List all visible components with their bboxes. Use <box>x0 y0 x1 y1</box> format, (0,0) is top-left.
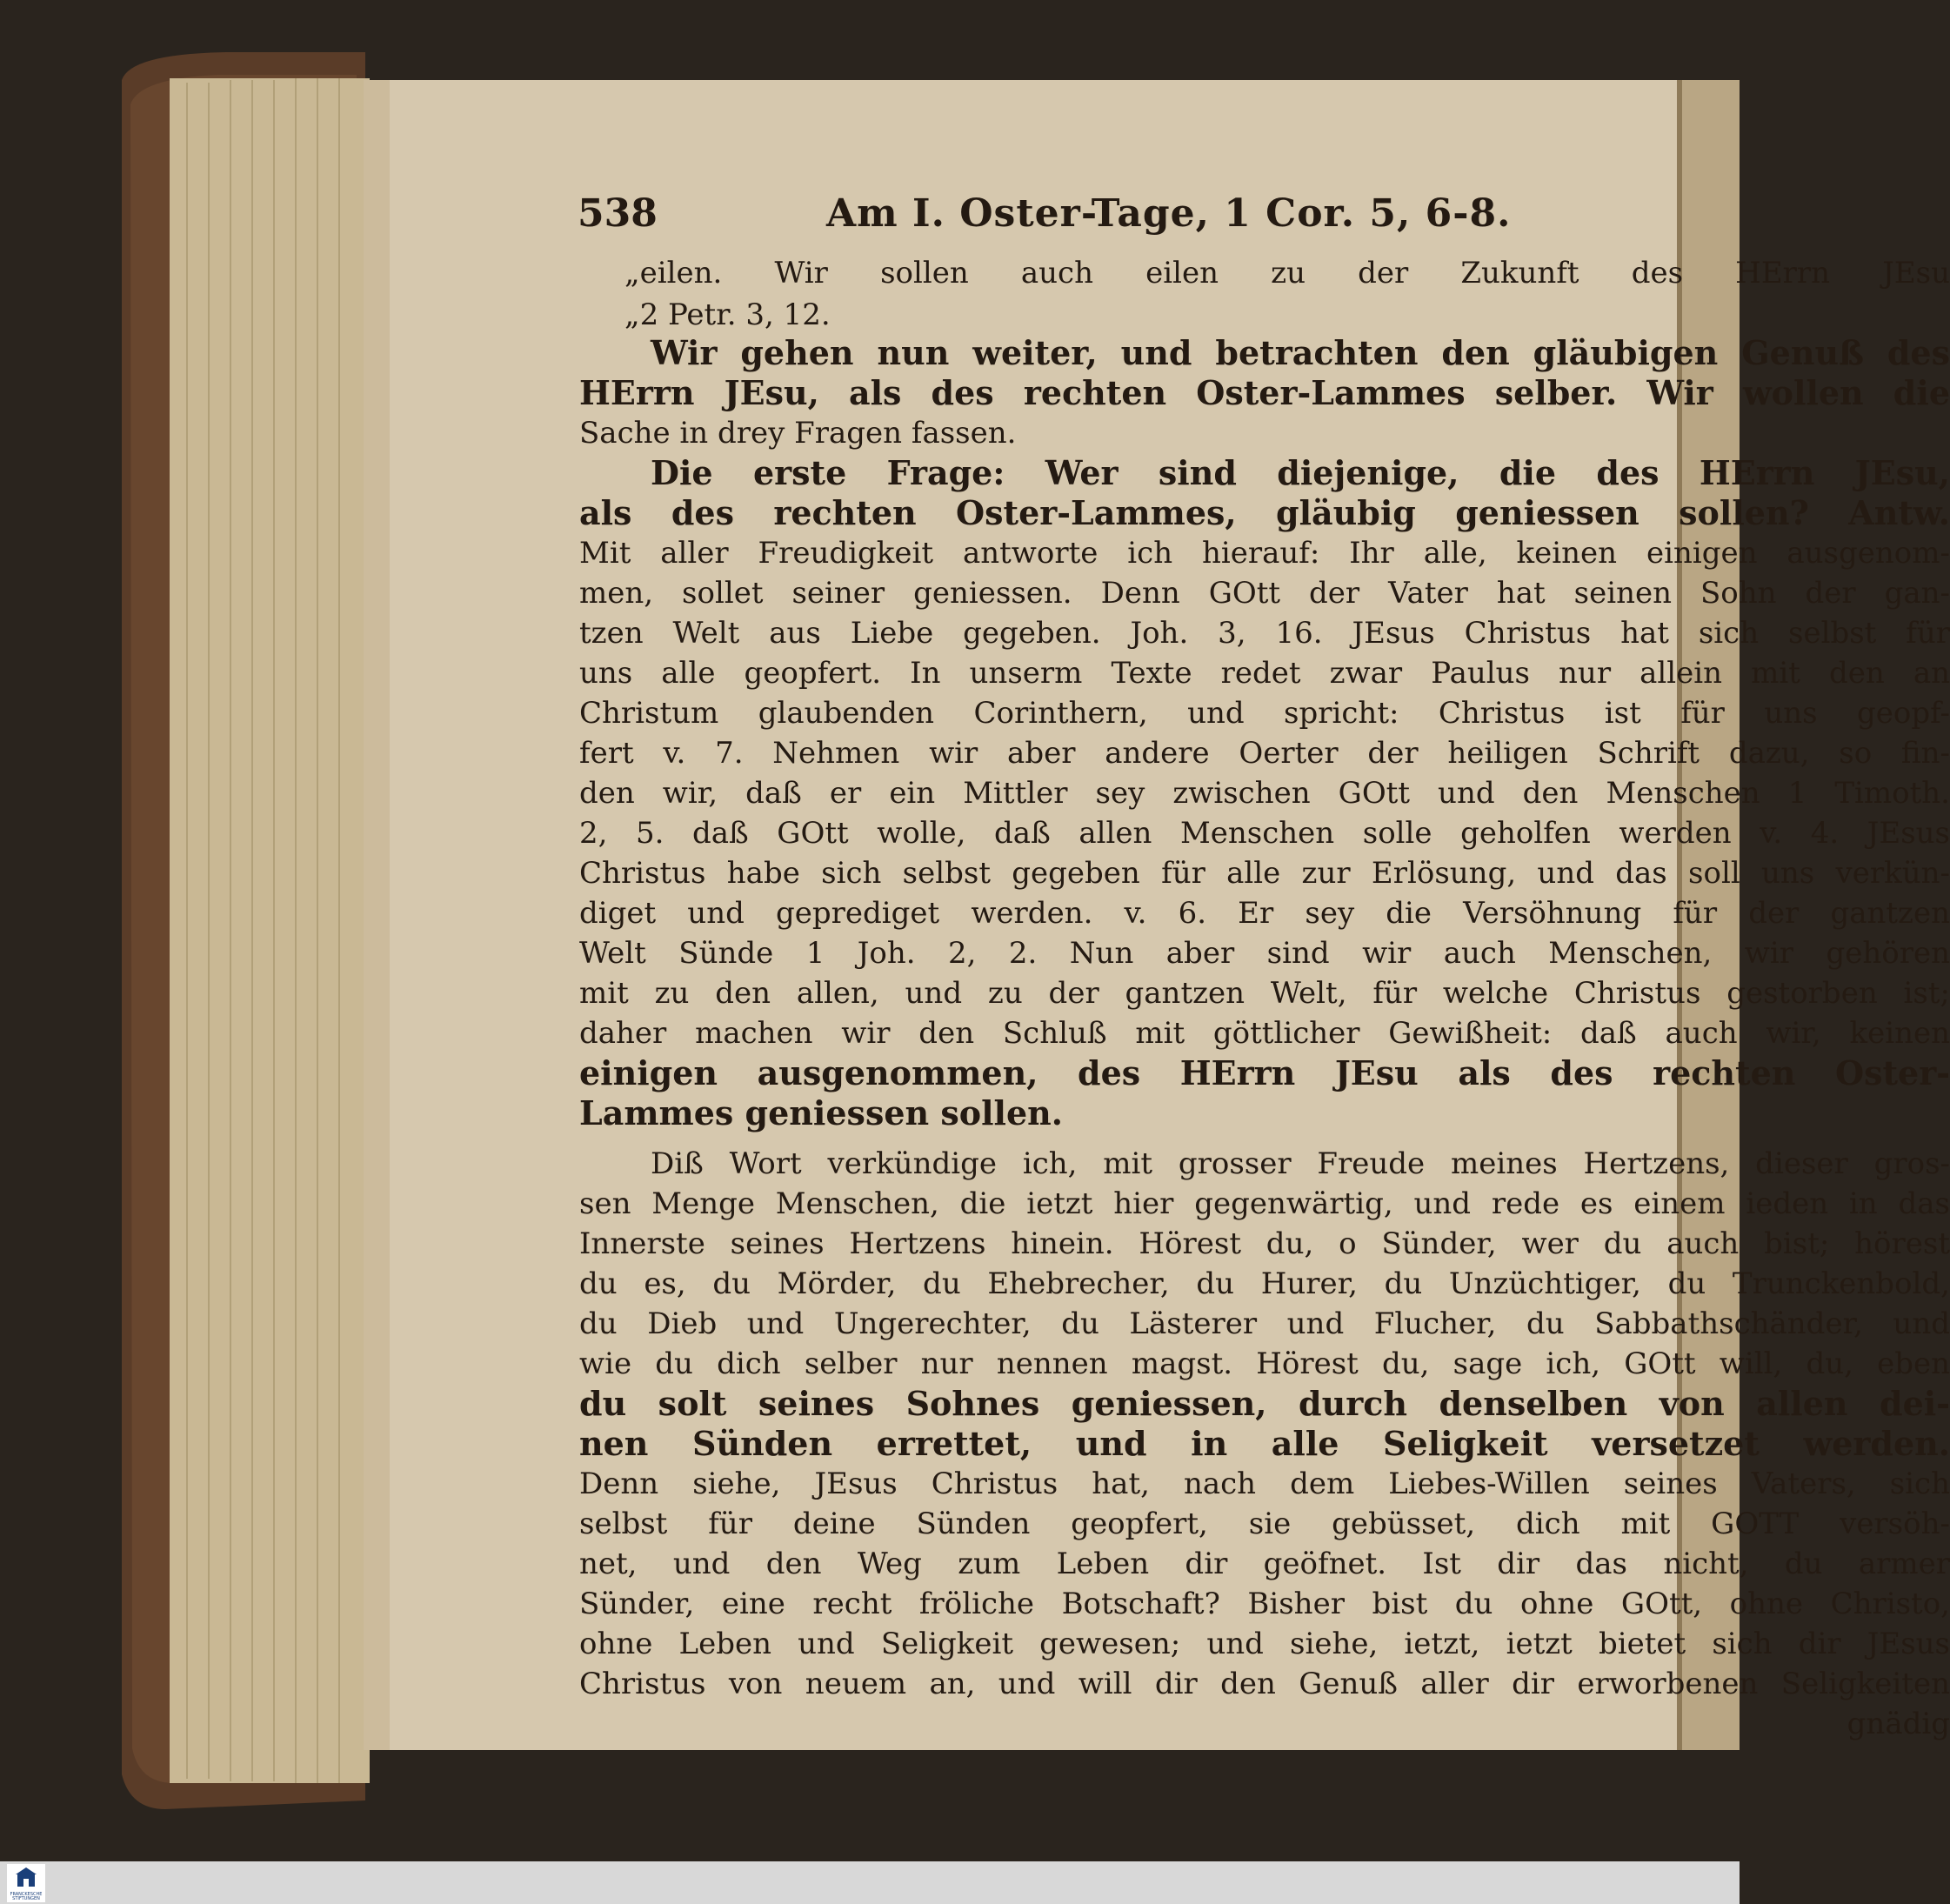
text-line: selbst für deine Sünden geopfert, sie gebüsset, dich mit GOTT versöh- <box>579 1506 1950 1541</box>
text-line: Denn siehe, JEsus Christus hat, nach dem Liebes-Willen seines Vaters, sich <box>579 1466 1950 1501</box>
text-line: nen Sünden errettet, und in alle Seligkeit versetzet werden. <box>579 1424 1950 1463</box>
text-line: du solt seines Sohnes geniessen, durch denselben von allen dei- <box>579 1384 1950 1423</box>
text-line: Christus von neuem an, und will dir den Genuß aller dir erworbenen Seligkeiten <box>579 1667 1950 1701</box>
text-line: wie du dich selber nur nennen magst. Hörest du, sage ich, GOtt will, du, eben <box>579 1346 1950 1381</box>
text-line: als des rechten Oster-Lammes, gläubig geniessen sollen? Antw. <box>579 493 1950 532</box>
text-line: Die erste Frage: Wer sind diejenige, die des HErrn JEsu, <box>651 453 1950 492</box>
running-head: Am I. Oster-Tage, 1 Cor. 5, 6-8. <box>826 191 1512 236</box>
text-line: Sünder, eine recht fröliche Botschaft? Bisher bist du ohne GOtt, ohne Christo, <box>579 1587 1950 1621</box>
text-line: daher machen wir den Schluß mit göttlicher Gewißheit: daß auch wir, keinen <box>579 1016 1950 1051</box>
text-line: Welt Sünde 1 Joh. 2, 2. Nun aber sind wir auch Menschen, wir gehören <box>579 936 1950 971</box>
text-line: HErrn JEsu, als des rechten Oster-Lammes selber. Wir wollen die <box>579 373 1950 412</box>
text-line: Christum glaubenden Corinthern, und spricht: Christus ist für uns geopf- <box>579 696 1950 731</box>
text-line: den wir, daß er ein Mittler sey zwischen GOtt und den Menschen 1 Timoth. <box>579 776 1950 811</box>
text-line: du es, du Mörder, du Ehebrecher, du Hurer, du Unzüchtiger, du Trunckenbold, <box>579 1266 1950 1301</box>
text-line: Diß Wort verkündige ich, mit grosser Freude meines Hertzens, dieser gros- <box>651 1146 1950 1181</box>
text-line: Lammes geniessen sollen. <box>579 1093 1064 1132</box>
text-line: ohne Leben und Seligkeit gewesen; und siehe, ietzt, ietzt bietet sich dir JEsus <box>579 1627 1950 1661</box>
text-line: mit zu den allen, und zu der gantzen Welt, für welche Christus gestorben ist; <box>579 976 1950 1011</box>
text-line: net, und den Weg zum Leben dir geöfnet. Ist dir das nicht, du armer <box>579 1547 1950 1581</box>
text-line: Sache in drey Fragen fassen. <box>579 416 1017 451</box>
text-line: du Dieb und Ungerechter, du Lästerer und Flucher, du Sabbathschänder, und <box>579 1306 1950 1341</box>
page-header <box>364 191 1599 252</box>
building-icon <box>7 1864 45 1890</box>
text-line: „2 Petr. 3, 12. <box>624 297 831 332</box>
text-line: diget und geprediget werden. v. 6. Er sey die Versöhnung für der gantzen <box>579 896 1950 931</box>
text-line: 2, 5. daß GOtt wolle, daß allen Menschen solle geholfen werden v. 4. JEsus <box>579 816 1950 851</box>
text-line: „eilen. Wir sollen auch eilen zu der Zukunft des HErrn JEsu <box>624 256 1950 291</box>
viewer-footer-bar <box>0 1861 1740 1904</box>
text-line: uns alle geopfert. In unserm Texte redet zwar Paulus nur allein mit den an <box>579 656 1950 691</box>
text-line: einigen ausgenommen, des HErrn JEsu als des rechten Oster- <box>579 1053 1950 1092</box>
catchword: gnädig <box>1846 1707 1950 1741</box>
text-line: men, sollet seiner geniessen. Denn GOtt der Vater hat seinen Sohn der gan- <box>579 576 1950 611</box>
text-line: fert v. 7. Nehmen wir aber andere Oerter der heiligen Schrift dazu, so fin- <box>579 736 1950 771</box>
text-line: sen Menge Menschen, die ietzt hier gegenwärtig, und rede es einem ieden in das <box>579 1186 1950 1221</box>
text-line: Wir gehen nun weiter, und betrachten den gläubigen Genuß des <box>651 333 1950 372</box>
text-line: Mit aller Freudigkeit antworte ich hierauf: Ihr alle, keinen einigen ausgenom- <box>579 536 1950 571</box>
text-line: Christus habe sich selbst gegeben für alle zur Erlösung, und das soll uns verkün- <box>579 856 1950 891</box>
logo-text: FRANCKESCHE STIFTUNGEN <box>10 1892 43 1901</box>
text-line: Innerste seines Hertzens hinein. Hörest du, o Sünder, wer du auch bist; hörest <box>579 1226 1950 1261</box>
text-line: tzen Welt aus Liebe gegeben. Joh. 3, 16. JEsus Christus hat sich selbst für <box>579 616 1950 651</box>
book-page <box>364 80 1950 1750</box>
page-number: 538 <box>578 191 658 236</box>
